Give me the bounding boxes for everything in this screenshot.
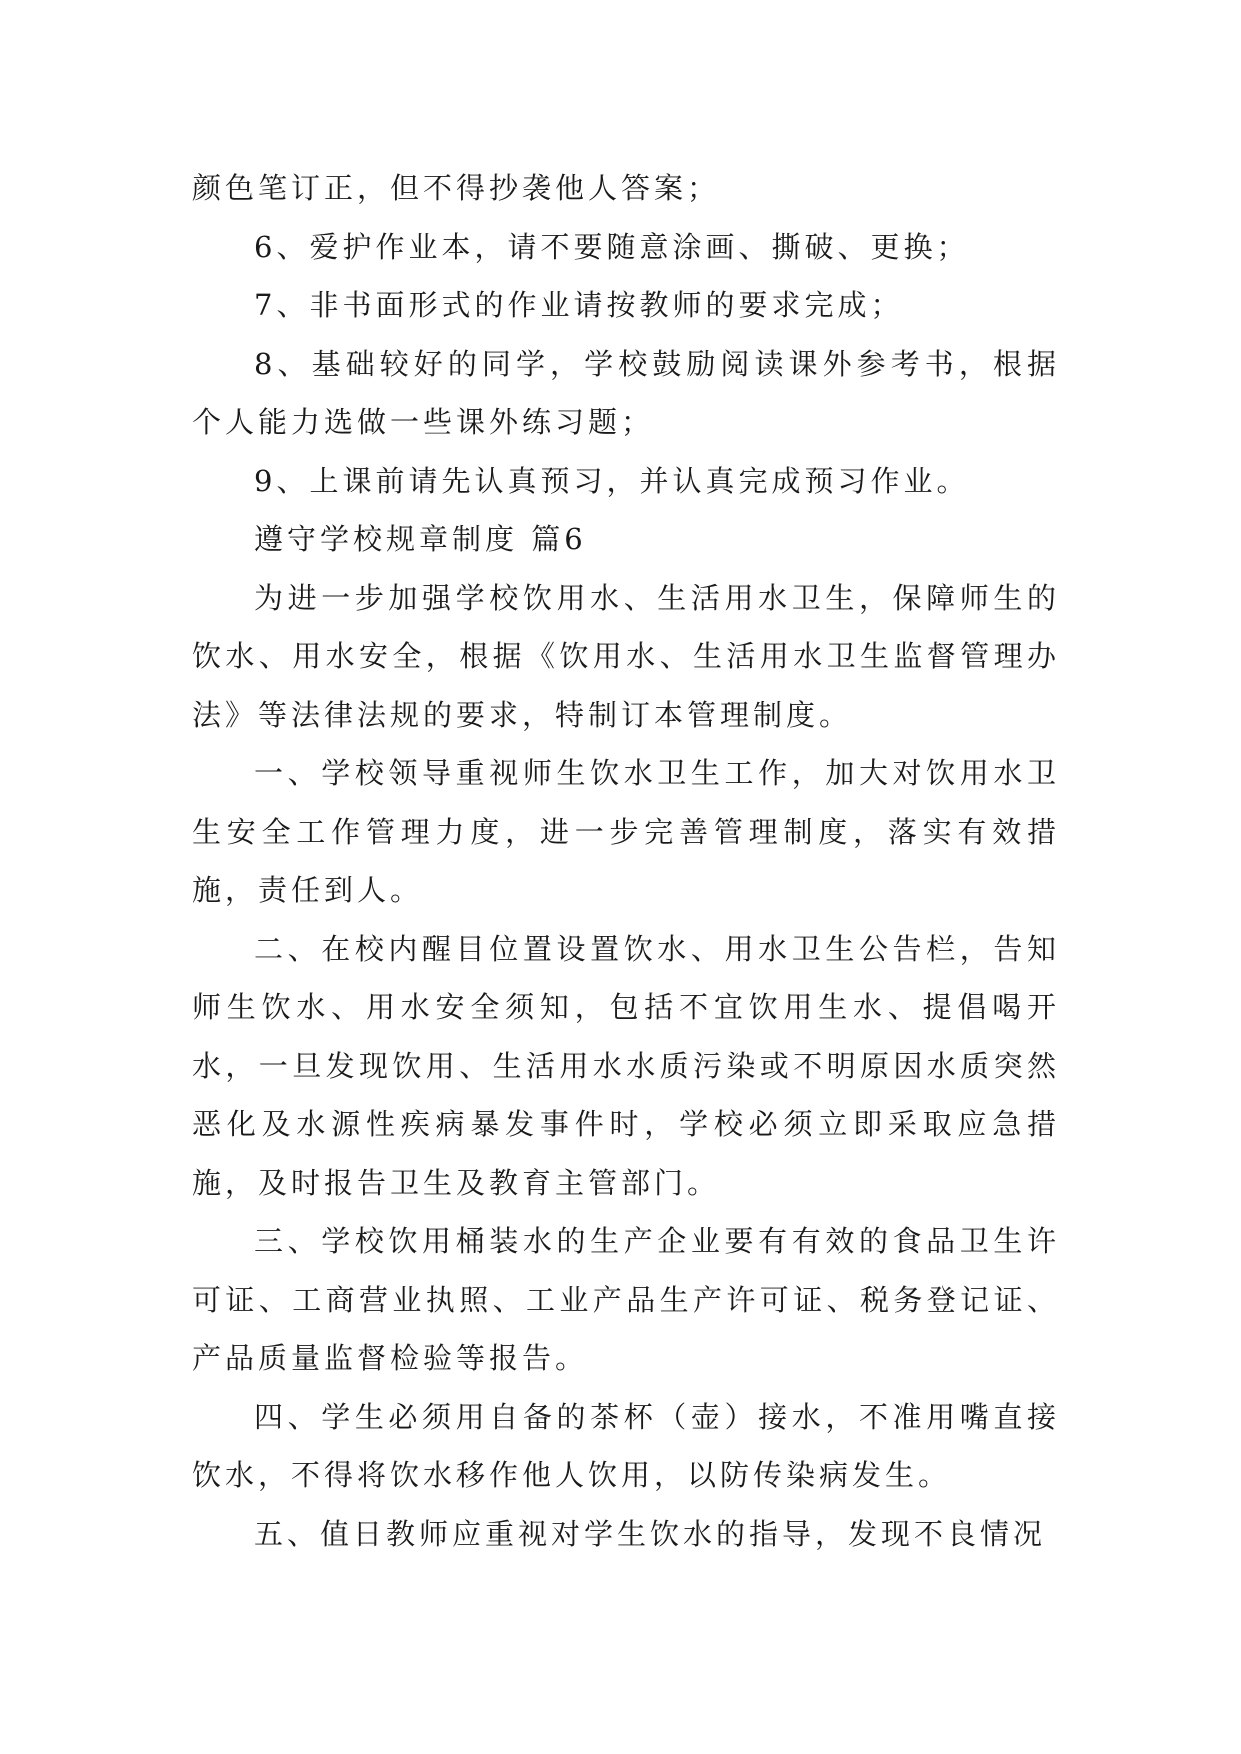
paragraph-rule-9: 9、上课前请先认真预习，并认真完成预习作业。 xyxy=(254,463,970,498)
paragraph-item-3: 三、学校饮用桶装水的生产企业要有有效的食品卫生许可证、工商营业执照、工业产品生产许可证、税务登记证、产品质量监督检验等报告。 xyxy=(192,1224,1060,1375)
section-heading: 遵守学校规章制度 篇6 xyxy=(254,522,587,556)
paragraph-item-1: 一、学校领导重视师生饮水卫生工作，加大对饮用水卫生安全工作管理力度，进一步完善管理制度，落实有效措施，责任到人。 xyxy=(192,756,1060,907)
document-body xyxy=(192,159,1060,1563)
paragraph-item-5: 五、值日教师应重视对学生饮水的指导，发现不良情况 xyxy=(254,1516,1047,1551)
paragraph-rule-8: 8、基础较好的同学，学校鼓励阅读课外参考书，根据个人能力选做一些课外练习题； xyxy=(192,346,1060,439)
paragraph-item-2: 二、在校内醒目位置设置饮水、用水卫生公告栏，告知师生饮水、用水安全须知，包括不宜饮用生水、提倡喝开水，一旦发现饮用、生活用水水质污染或不明原因水质突然恶化及水源性疾病暴发事件时，学校必须立即采取应急措施，及时报告卫生及教育主管部门。 xyxy=(192,931,1060,1200)
paragraph-item-4: 四、学生必须用自备的茶杯（壶）接水，不准用嘴直接饮水，不得将饮水移作他人饮用，以防传染病发生。 xyxy=(192,1399,1060,1492)
paragraph-intro: 为进一步加强学校饮用水、生活用水卫生，保障师生的饮水、用水安全，根据《饮用水、生活用水卫生监督管理办法》等法律法规的要求，特制订本管理制度。 xyxy=(192,580,1060,732)
paragraph-continuation: 颜色笔订正，但不得抄袭他人答案； xyxy=(192,171,721,205)
paragraph-rule-7: 7、非书面形式的作业请按教师的要求完成； xyxy=(254,288,904,322)
paragraph-rule-6: 6、爱护作业本，请不要随意涂画、撕破、更换； xyxy=(254,229,970,264)
